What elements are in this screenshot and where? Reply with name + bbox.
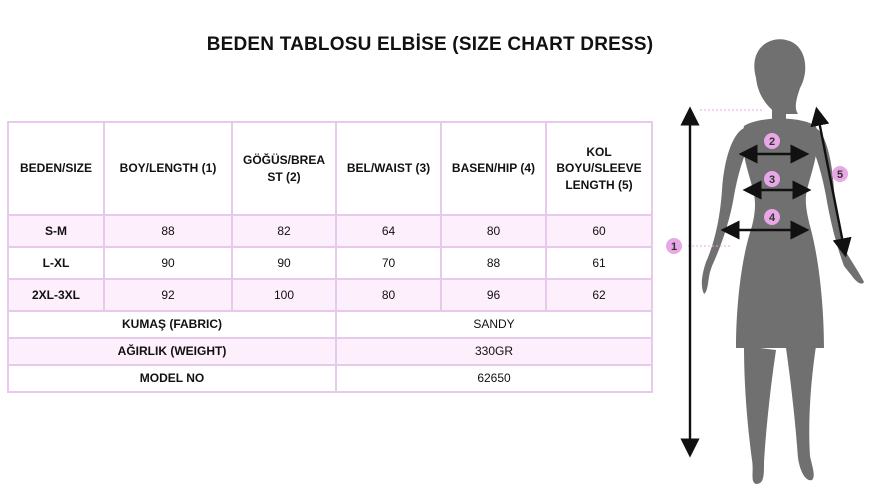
model-label: MODEL NO xyxy=(8,365,336,392)
svg-text:2: 2 xyxy=(768,136,776,148)
table-row xyxy=(8,279,652,311)
value-cell: 96 xyxy=(441,279,546,311)
marker-3 xyxy=(764,171,780,187)
fabric-value: SANDY xyxy=(336,311,652,338)
value-cell: 88 xyxy=(441,247,546,279)
fabric-label: KUMAŞ (FABRIC) xyxy=(8,311,336,338)
model-value: 62650 xyxy=(336,365,652,392)
info-row-fabric xyxy=(8,311,652,338)
value-cell: 61 xyxy=(546,247,652,279)
header-breast: GÖĞÜS/BREA ST (2) xyxy=(232,122,336,215)
value-cell: 62 xyxy=(546,279,652,311)
info-row-weight xyxy=(8,338,652,365)
table-header-row xyxy=(8,122,652,215)
size-cell: 2XL-3XL xyxy=(8,279,104,311)
marker-5 xyxy=(832,166,848,182)
svg-text:5: 5 xyxy=(836,169,844,181)
table-row xyxy=(8,215,652,247)
value-cell: 82 xyxy=(232,215,336,247)
header-waist: BEL/WAIST (3) xyxy=(336,122,441,215)
value-cell: 88 xyxy=(104,215,232,247)
header-hip: BASEN/HIP (4) xyxy=(441,122,546,215)
svg-text:3: 3 xyxy=(768,174,776,186)
svg-text:4: 4 xyxy=(768,212,776,224)
value-cell: 100 xyxy=(232,279,336,311)
size-chart-table xyxy=(7,121,653,393)
woman-silhouette xyxy=(702,39,864,484)
marker-1 xyxy=(666,238,682,254)
value-cell: 80 xyxy=(336,279,441,311)
value-cell: 70 xyxy=(336,247,441,279)
value-cell: 60 xyxy=(546,215,652,247)
value-cell: 90 xyxy=(104,247,232,279)
page-title: BEDEN TABLOSU ELBİSE (SIZE CHART DRESS) xyxy=(206,34,654,55)
svg-text:1: 1 xyxy=(670,241,678,253)
size-cell: L-XL xyxy=(8,247,104,279)
marker-4 xyxy=(764,209,780,225)
value-cell: 90 xyxy=(232,247,336,279)
body-silhouette-illustration xyxy=(660,30,888,493)
header-length: BOY/LENGTH (1) xyxy=(104,122,232,215)
value-cell: 64 xyxy=(336,215,441,247)
size-cell: S-M xyxy=(8,215,104,247)
header-size: BEDEN/SIZE xyxy=(8,122,104,215)
marker-2 xyxy=(764,133,780,149)
measurement-figure xyxy=(660,30,888,493)
table-row xyxy=(8,247,652,279)
value-cell: 92 xyxy=(104,279,232,311)
sleeve-arrow xyxy=(818,116,844,248)
header-sleeve: KOL BOYU/SLEEVE LENGTH (5) xyxy=(546,122,652,215)
weight-value: 330GR xyxy=(336,338,652,365)
weight-label: AĞIRLIK (WEIGHT) xyxy=(8,338,336,365)
value-cell: 80 xyxy=(441,215,546,247)
info-row-model xyxy=(8,365,652,392)
